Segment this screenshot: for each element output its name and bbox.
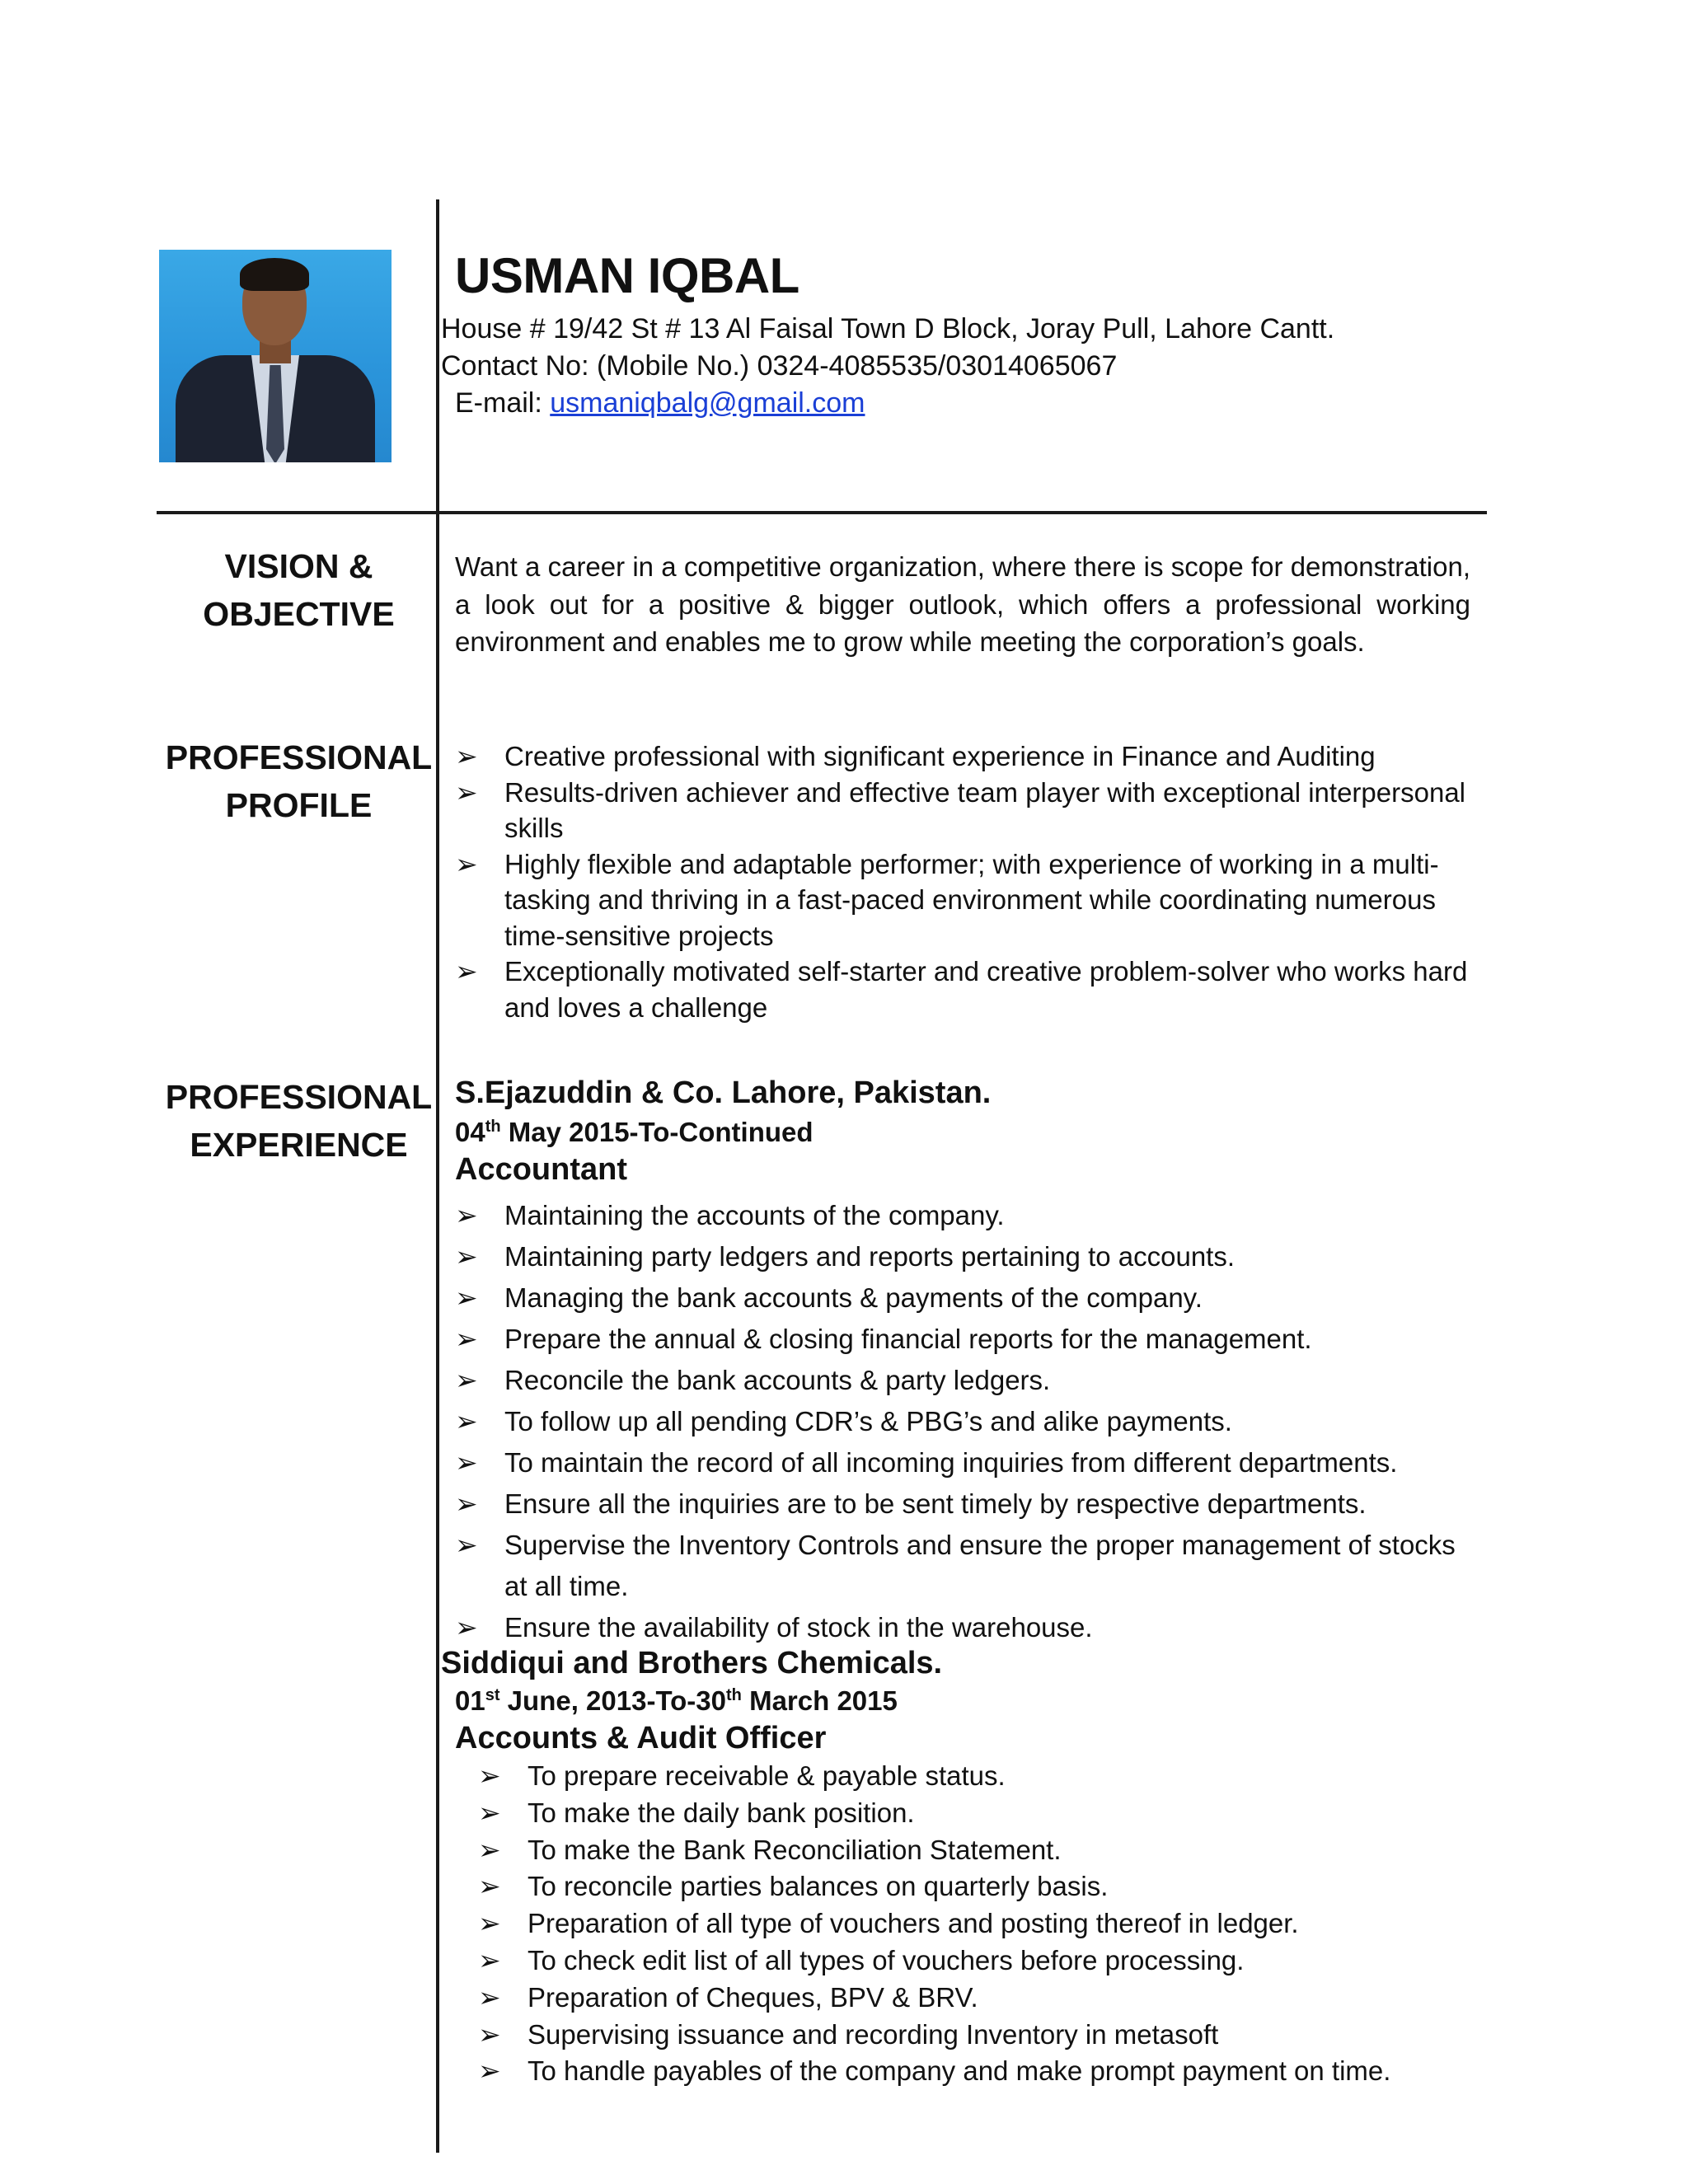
contact-number: Contact No: (Mobile No.) 0324-4085535/03014065067	[441, 350, 1118, 382]
arrow-bullet-icon: ➢	[478, 1908, 501, 1939]
list-item: ➢ Supervise the Inventory Controls and ensure the proper management of stocks at all time.	[455, 1525, 1485, 1607]
list-item: ➢ Maintaining party ledgers and reports pertaining to accounts.	[455, 1236, 1485, 1277]
arrow-bullet-icon: ➢	[455, 1200, 478, 1230]
list-item: ➢ To make the daily bank position.	[478, 1795, 1467, 1832]
job-title: Accountant	[455, 1152, 627, 1187]
profile-list	[455, 738, 1470, 1025]
arrow-bullet-icon: ➢	[478, 1834, 501, 1865]
section-title-experience: PROFESSIONAL EXPERIENCE	[165, 1078, 433, 1164]
list-item: ➢ Reconcile the bank accounts & party ledgers.	[455, 1360, 1485, 1401]
arrow-bullet-icon: ➢	[478, 1760, 501, 1791]
arrow-bullet-icon: ➢	[478, 2018, 501, 2050]
section-title-vision: VISION & OBJECTIVE	[203, 547, 395, 633]
candidate-name: USMAN IQBAL	[455, 248, 799, 303]
email-label: E-mail:	[455, 387, 542, 419]
company-name: S.Ejazuddin & Co. Lahore, Pakistan.	[455, 1076, 992, 1110]
list-item: ➢ Ensure the availability of stock in the warehouse.	[455, 1607, 1485, 1648]
list-item: ➢ Creative professional with significant experience in Finance and Auditing	[455, 738, 1470, 775]
arrow-bullet-icon: ➢	[455, 776, 478, 808]
arrow-bullet-icon: ➢	[478, 1981, 501, 2013]
header-divider	[157, 511, 1487, 514]
section-title-profile: PROFESSIONAL PROFILE	[165, 738, 433, 824]
arrow-bullet-icon: ➢	[478, 1871, 501, 1902]
arrow-bullet-icon: ➢	[455, 741, 478, 771]
arrow-bullet-icon: ➢	[455, 1365, 478, 1395]
email-link[interactable]: usmaniqbalg@gmail.com	[550, 387, 865, 419]
list-item: ➢ To make the Bank Reconciliation Statement.	[478, 1832, 1467, 1869]
arrow-bullet-icon: ➢	[455, 1612, 478, 1643]
company-name: Siddiqui and Brothers Chemicals.	[441, 1646, 943, 1680]
list-item: ➢ Exceptionally motivated self-starter and creative problem-solver who works hard and loves a challenge	[455, 954, 1470, 1025]
list-item: ➢ Managing the bank accounts & payments of the company.	[455, 1277, 1485, 1319]
list-item: ➢ To maintain the record of all incoming inquiries from different departments.	[455, 1442, 1485, 1483]
duties-list	[478, 1758, 1467, 2090]
objective-text: Want a career in a competitive organization, where there is scope for demonstration, a look out for a positive & bigger outlook, which offers a professional working environment and enables me to grow while meeting the corporation’s goals.	[455, 551, 1470, 657]
duties-list	[455, 1195, 1485, 1648]
arrow-bullet-icon: ➢	[455, 1447, 478, 1478]
arrow-bullet-icon: ➢	[455, 956, 478, 987]
list-item: ➢ To follow up all pending CDR’s & PBG’s and alike payments.	[455, 1401, 1485, 1442]
job-dates: 01st June, 2013-To-30th March 2015	[455, 1685, 898, 1716]
job-title: Accounts & Audit Officer	[455, 1721, 827, 1755]
arrow-bullet-icon: ➢	[478, 2055, 501, 2087]
list-item: ➢ Preparation of all type of vouchers and posting thereof in ledger.	[478, 1905, 1467, 1943]
arrow-bullet-icon: ➢	[455, 1488, 478, 1519]
list-item: ➢ To handle payables of the company and make prompt payment on time.	[478, 2053, 1467, 2090]
arrow-bullet-icon: ➢	[478, 1797, 501, 1828]
list-item: ➢ Preparation of Cheques, BPV & BRV.	[478, 1980, 1467, 2017]
list-item: ➢ Results-driven achiever and effective team player with exceptional interpersonal skills	[455, 775, 1470, 846]
list-item: ➢ Ensure all the inquiries are to be sent timely by respective departments.	[455, 1483, 1485, 1525]
list-item: ➢ To prepare receivable & payable status.	[478, 1758, 1467, 1795]
arrow-bullet-icon: ➢	[455, 848, 478, 879]
job-dates: 04th May 2015-To-Continued	[455, 1117, 814, 1147]
address: House # 19/42 St # 13 Al Faisal Town D Block, Joray Pull, Lahore Cantt.	[441, 313, 1335, 344]
arrow-bullet-icon: ➢	[455, 1241, 478, 1272]
email-line	[455, 387, 865, 419]
arrow-bullet-icon: ➢	[455, 1406, 478, 1436]
list-item: ➢ Highly flexible and adaptable performer; with experience of working in a multi-tasking and thriving in a fast-paced environment while coordinating numerous time-sensitive projects	[455, 846, 1470, 954]
arrow-bullet-icon: ➢	[455, 1530, 478, 1560]
arrow-bullet-icon: ➢	[478, 1944, 501, 1975]
list-item: ➢ To reconcile parties balances on quarterly basis.	[478, 1868, 1467, 1905]
vertical-divider	[436, 199, 439, 2153]
arrow-bullet-icon: ➢	[455, 1324, 478, 1354]
list-item: ➢ Prepare the annual & closing financial reports for the management.	[455, 1319, 1485, 1360]
list-item: ➢ To check edit list of all types of vouchers before processing.	[478, 1943, 1467, 1980]
profile-photo	[159, 250, 392, 462]
arrow-bullet-icon: ➢	[455, 1282, 478, 1313]
list-item: ➢ Supervising issuance and recording Inventory in metasoft	[478, 2017, 1467, 2054]
list-item: ➢ Maintaining the accounts of the company.	[455, 1195, 1485, 1236]
